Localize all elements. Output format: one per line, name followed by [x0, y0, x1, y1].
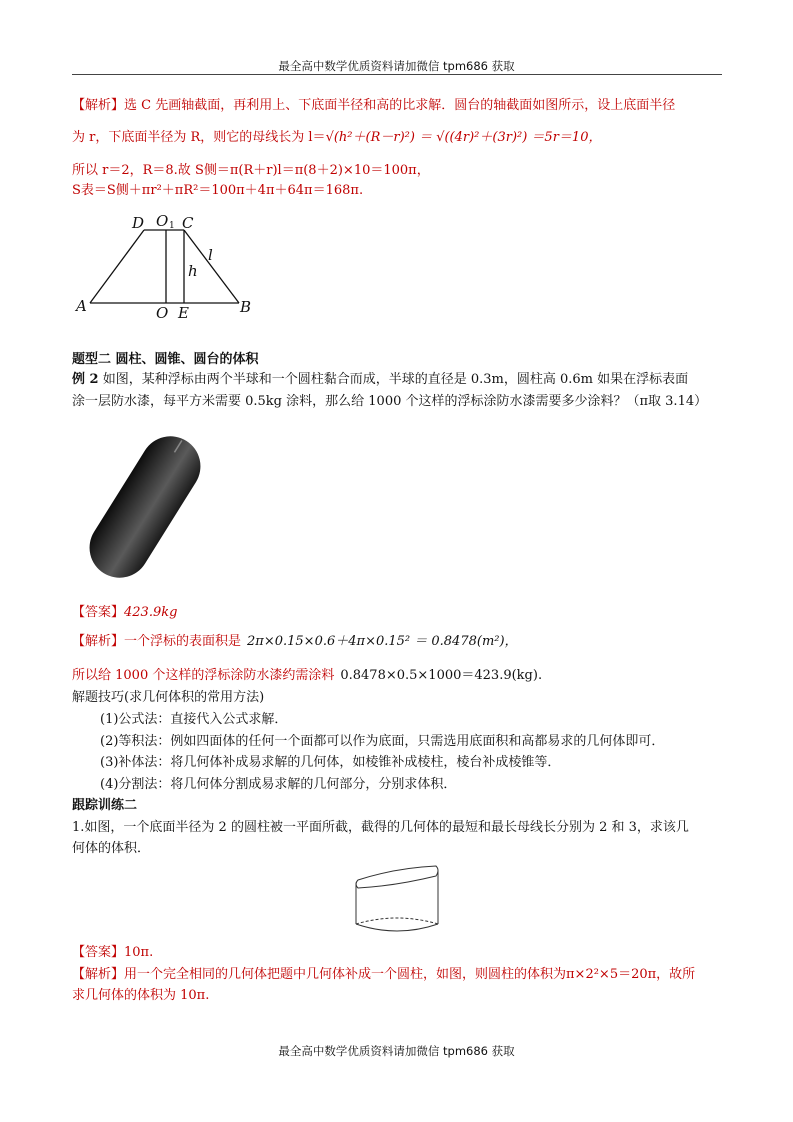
solution1-text1: 选 C 先画轴截面，再利用上、下底面半径和高的比求解．圆台的轴截面如图所示，设上底面半径 [124, 98, 676, 113]
label-B: B [240, 298, 252, 316]
track-question-line2: 何体的体积． [72, 841, 151, 856]
edge-da [90, 230, 144, 303]
answer3-line [72, 944, 732, 962]
header-rule [72, 74, 722, 75]
trapezoid-figure [72, 210, 272, 325]
answer3-tag: 【答案】 [72, 945, 125, 960]
tips-item-1: (1)公式法：直接代入公式求解． [100, 712, 288, 727]
tips-item-3: (3)补体法：将几何体补成易求解的几何体，如棱锥补成棱柱，棱台补成棱锥等． [100, 755, 561, 770]
solution1-line3: 所以 r＝2，R＝8.故 S侧＝π(R＋r)l＝π(8＋2)×10＝100π， [72, 163, 430, 178]
solution2-line1 [72, 633, 732, 651]
section2-title: 题型二 圆柱、圆锥、圆台的体积 [72, 352, 259, 367]
tips-item-2: (2)等积法：例如四面体的任何一个面都可以作为底面，只需选用底面积和高都易求的几何体即可． [100, 734, 665, 749]
cut-cylinder-figure [350, 862, 445, 937]
solution2-formula2: 0.8478×0.5×1000＝423.9(kg). [340, 668, 543, 683]
answer2-value: 423.9kg [124, 605, 178, 620]
label-O1: O [156, 212, 169, 230]
answer3-value: 10π. [124, 945, 154, 960]
example2-label: 例 2 [72, 372, 99, 387]
example2-text1: 如图，某种浮标由两个半球和一个圆柱黏合而成，半球的直径是 0.3m，圆柱高 0.6m 如果在浮标表面 [98, 372, 689, 387]
solution2-text2a: 所以给 1000 个这样的浮标涂防水漆约需涂料 [72, 668, 335, 683]
label-O: O [156, 304, 169, 322]
solution1-line4: S表＝S侧＋πr²＋πR²＝100π＋4π＋64π＝168π. [72, 183, 364, 198]
solution1-line2 [72, 129, 732, 147]
solution2-formula1: 2π×0.15×0.6＋4π×0.15² ＝ 0.8478(m²)， [247, 634, 518, 649]
answer2-line [72, 604, 732, 622]
tips-title: 解题技巧(求几何体积的常用方法) [72, 690, 265, 705]
track-title: 跟踪训练二 [72, 798, 138, 813]
solution1-tag: 【解析】 [72, 98, 125, 113]
solution2-line2 [72, 667, 732, 685]
cylinder-bottom-back [356, 918, 438, 924]
solution3-text1: 用一个完全相同的几何体把题中几何体补成一个圆柱，如图，则圆柱的体积为π×2²×5＝20π，故所 [124, 967, 696, 982]
tips-item-4: (4)分割法：将几何体分割成易求解的几何部分，分别求体积． [100, 777, 457, 792]
page-footer: 最全高中数学优质资料请加微信 tpm686 获取 [278, 1044, 515, 1058]
solution2-text1a: 一个浮标的表面积是 [124, 634, 242, 649]
label-O1-sub: 1 [169, 221, 175, 231]
label-A: A [76, 297, 87, 315]
solution3-line2: 求几何体的体积为 10π. [72, 988, 210, 1003]
track-question-line1: 1.如图，一个底面半径为 2 的圆柱被一平面所截，截得的几何体的最短和最长母线长分别为 2 和 3，求该几 [72, 820, 689, 835]
answer2-tag: 【答案】 [72, 605, 125, 620]
buoy-image [80, 422, 210, 592]
cylinder-top-ellipse [356, 866, 438, 888]
label-l: l [208, 246, 213, 264]
label-E: E [178, 304, 189, 322]
solution3-tag: 【解析】 [72, 967, 125, 982]
solution1-text2a: 为 r，下底面半径为 R，则它的母线长为 l＝ [72, 130, 326, 145]
label-C: C [182, 214, 194, 232]
cylinder-bottom-front [356, 924, 438, 931]
solution1-line1 [72, 97, 732, 115]
label-D: D [132, 214, 145, 232]
page-header: 最全高中数学优质资料请加微信 tpm686 获取 [278, 59, 515, 73]
buoy-body [80, 425, 210, 589]
example2-line2: 涂一层防水漆，每平方米需要 0.5kg 涂料，那么给 1000 个这样的浮标涂防水漆需要多少涂料？（π取 3.14） [72, 394, 708, 409]
solution1-formula-l: √(h²＋(R－r)²) ＝ √((4r)²＋(3r)²) ＝5r＝10， [325, 130, 602, 145]
label-h: h [188, 262, 198, 280]
solution2-tag: 【解析】 [72, 634, 125, 649]
example2-line1 [72, 371, 732, 389]
solution3-line1 [72, 966, 732, 984]
